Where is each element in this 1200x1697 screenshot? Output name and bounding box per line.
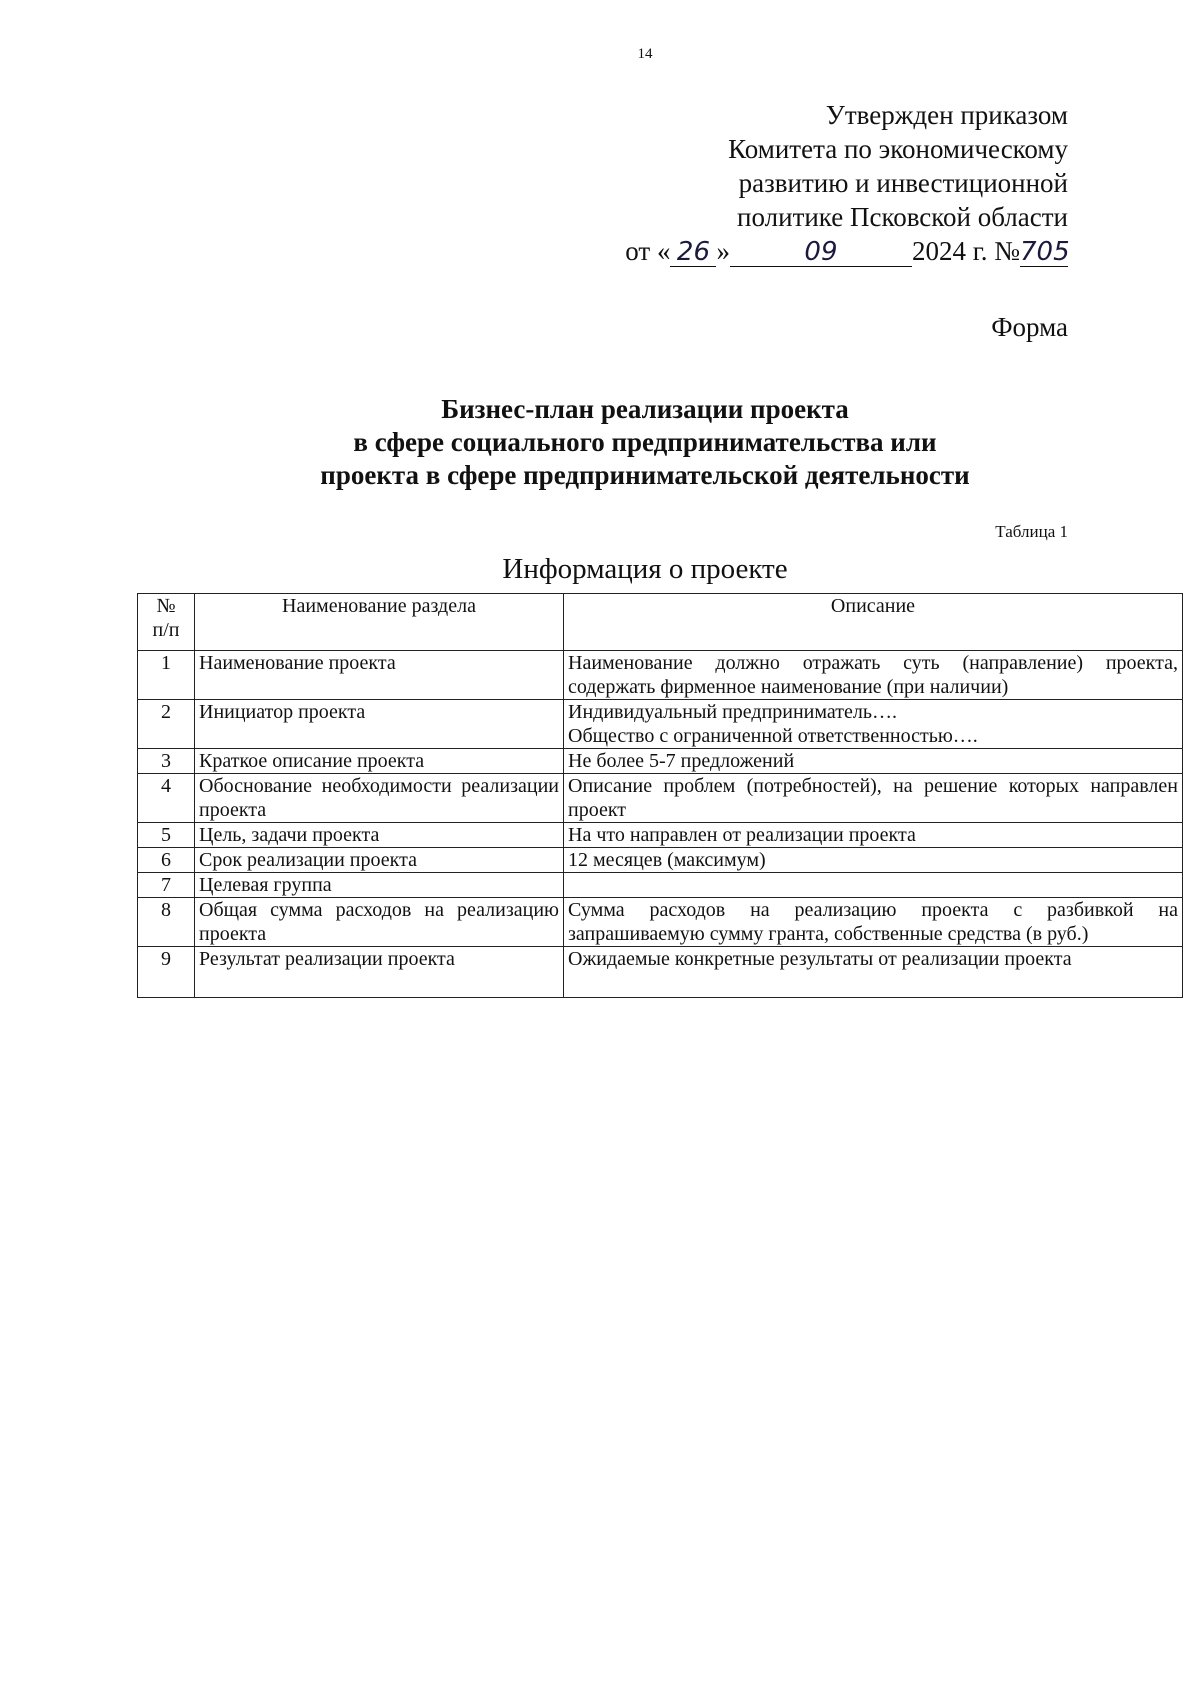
row-num: 1 bbox=[138, 651, 195, 700]
approval-line-3: развитию и инвестиционной bbox=[738, 168, 1068, 198]
row-name: Цель, задачи проекта bbox=[195, 823, 564, 848]
row-desc: Сумма расходов на реализацию проекта с разбивкой на запрашиваемую сумму гранта, собственные средства (в руб.) bbox=[564, 898, 1183, 947]
row-name: Обоснование необходимости реализации проекта bbox=[195, 774, 564, 823]
row-num: 9 bbox=[138, 947, 195, 998]
row-desc bbox=[564, 700, 1183, 749]
table-row bbox=[138, 700, 1183, 749]
row-num: 4 bbox=[138, 774, 195, 823]
row-name: Общая сумма расходов на реализацию проекта bbox=[195, 898, 564, 947]
handwritten-day: 26 bbox=[670, 238, 716, 267]
row-desc: Наименование должно отражать суть (направление) проекта, содержать фирменное наименование (при наличии) bbox=[564, 651, 1183, 700]
table-row bbox=[138, 898, 1183, 947]
project-info-table bbox=[137, 593, 1183, 998]
title-line-3: проекта в сфере предпринимательской деятельности bbox=[320, 460, 970, 490]
row-desc: Не более 5-7 предложений bbox=[564, 749, 1183, 774]
handwritten-order-number: 705 bbox=[1020, 237, 1070, 267]
page-number: 14 bbox=[637, 46, 653, 62]
date-year-text: 2024 г. № bbox=[911, 236, 1020, 266]
row-num: 5 bbox=[138, 823, 195, 848]
table-row bbox=[138, 774, 1183, 823]
row-name: Наименование проекта bbox=[195, 651, 564, 700]
form-label: Форма bbox=[991, 312, 1068, 342]
table-row bbox=[138, 651, 1183, 700]
row-num: 8 bbox=[138, 898, 195, 947]
row-num: 2 bbox=[138, 700, 195, 749]
table-title: Информация о проекте bbox=[502, 553, 788, 585]
row-name: Краткое описание проекта bbox=[195, 749, 564, 774]
row-desc: На что направлен от реализации проекта bbox=[564, 823, 1183, 848]
title-line-1: Бизнес-план реализации проекта bbox=[441, 394, 849, 424]
row-desc: 12 месяцев (максимум) bbox=[564, 848, 1183, 873]
header-desc: Описание bbox=[564, 594, 1183, 651]
table-row bbox=[138, 749, 1183, 774]
row-desc-line2: Общество с ограниченной ответственностью…. bbox=[568, 725, 978, 747]
date-mid: » bbox=[716, 236, 730, 266]
row-num: 3 bbox=[138, 749, 195, 774]
row-name: Результат реализации проекта bbox=[195, 947, 564, 998]
approval-line-1: Утвержден приказом bbox=[825, 100, 1068, 130]
approval-line-2: Комитета по экономическому bbox=[728, 134, 1068, 164]
row-num: 7 bbox=[138, 873, 195, 898]
row-name: Целевая группа bbox=[195, 873, 564, 898]
row-desc: Описание проблем (потребностей), на решение которых направлен проект bbox=[564, 774, 1183, 823]
approval-line-4: политике Псковской области bbox=[737, 202, 1068, 232]
header-num-line2: п/п bbox=[152, 619, 180, 641]
header-name: Наименование раздела bbox=[195, 594, 564, 651]
row-desc-line1: Индивидуальный предприниматель…. bbox=[568, 701, 897, 723]
approval-date-line bbox=[588, 234, 1068, 268]
table-label: Таблица 1 bbox=[995, 522, 1068, 541]
row-desc: Ожидаемые конкретные результаты от реализации проекта bbox=[564, 947, 1183, 998]
row-num: 6 bbox=[138, 848, 195, 873]
header-num-line1: № bbox=[156, 595, 176, 617]
approval-block bbox=[588, 98, 1068, 268]
document-title bbox=[0, 393, 1200, 492]
date-prefix: от « bbox=[625, 236, 671, 266]
table-row bbox=[138, 823, 1183, 848]
table-row bbox=[138, 873, 1183, 898]
table-row bbox=[138, 947, 1183, 998]
handwritten-month: 09 bbox=[730, 238, 912, 267]
title-line-2: в сфере социального предпринимательства или bbox=[353, 427, 937, 457]
row-desc bbox=[564, 873, 1183, 898]
table-header-row bbox=[138, 594, 1183, 651]
row-name: Срок реализации проекта bbox=[195, 848, 564, 873]
table-row bbox=[138, 848, 1183, 873]
row-name: Инициатор проекта bbox=[195, 700, 564, 749]
header-num bbox=[138, 594, 195, 651]
